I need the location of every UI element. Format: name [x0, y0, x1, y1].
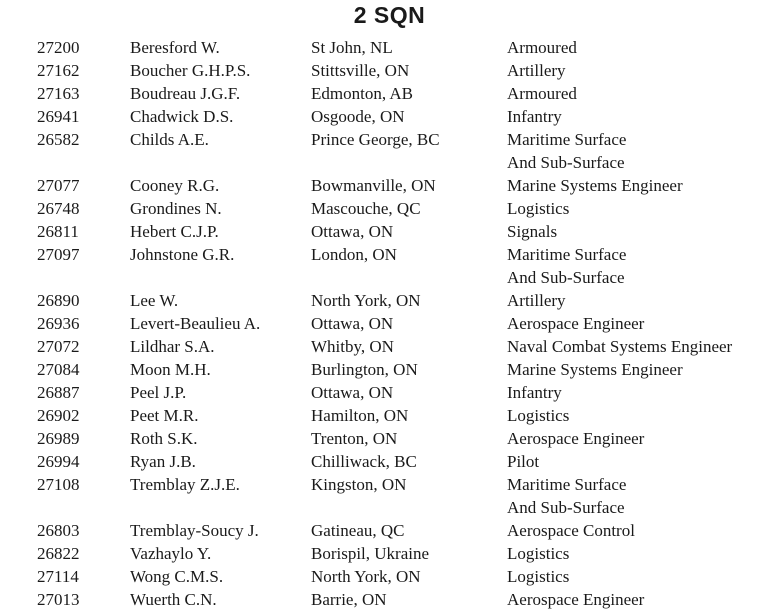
- trade-line: Maritime Surface: [507, 475, 627, 494]
- trade-line: Logistics: [507, 544, 570, 563]
- list-item: [0, 358, 779, 381]
- trade: [507, 358, 683, 381]
- hometown: Ottawa, ON: [311, 383, 394, 402]
- list-item: [0, 542, 779, 565]
- hometown: Chilliwack, BC: [311, 452, 417, 471]
- hometown: Gatineau, QC: [311, 521, 405, 540]
- member-name: Peet M.R.: [130, 406, 199, 425]
- trade-line: Infantry: [507, 383, 562, 402]
- roster-list: [0, 36, 779, 611]
- trade: [507, 197, 569, 220]
- trade: [507, 243, 626, 289]
- trade-line: Marine Systems Engineer: [507, 360, 683, 379]
- member-name: Wong C.M.S.: [130, 567, 224, 586]
- service-number: 27077: [37, 176, 80, 195]
- service-number: 26822: [37, 544, 80, 563]
- list-item: [0, 197, 779, 220]
- hometown: London, ON: [311, 245, 397, 264]
- trade-line: Aerospace Engineer: [507, 590, 645, 609]
- trade: [507, 588, 644, 611]
- trade-line: Maritime Surface: [507, 245, 627, 264]
- list-item: [0, 105, 779, 128]
- hometown: Kingston, ON: [311, 475, 407, 494]
- hometown: St John, NL: [311, 38, 393, 57]
- hometown: Ottawa, ON: [311, 222, 394, 241]
- list-item: [0, 289, 779, 312]
- service-number: 27162: [37, 61, 80, 80]
- hometown: Ottawa, ON: [311, 314, 394, 333]
- trade: [507, 289, 566, 312]
- service-number: 26936: [37, 314, 80, 333]
- trade-line: Artillery: [507, 61, 566, 80]
- trade: [507, 450, 539, 473]
- trade-line: Maritime Surface: [507, 130, 627, 149]
- list-item: [0, 36, 779, 59]
- trade: [507, 335, 732, 358]
- service-number: 26582: [37, 130, 80, 149]
- trade: [507, 220, 557, 243]
- hometown: Mascouche, QC: [311, 199, 421, 218]
- hometown: Borispil, Ukraine: [311, 544, 430, 563]
- member-name: Childs A.E.: [130, 130, 209, 149]
- service-number: 27013: [37, 590, 80, 609]
- member-name: Wuerth C.N.: [130, 590, 217, 609]
- trade-line: Aerospace Engineer: [507, 429, 645, 448]
- service-number: 26748: [37, 199, 80, 218]
- trade: [507, 427, 644, 450]
- member-name: Vazhaylo Y.: [130, 544, 212, 563]
- list-item: [0, 174, 779, 197]
- trade: [507, 381, 562, 404]
- trade: [507, 174, 683, 197]
- hometown: Stittsville, ON: [311, 61, 410, 80]
- hometown: Edmonton, AB: [311, 84, 414, 103]
- trade: [507, 404, 569, 427]
- member-name: Beresford W.: [130, 38, 220, 57]
- trade-line: Logistics: [507, 199, 570, 218]
- trade-line: Armoured: [507, 38, 577, 57]
- hometown: Barrie, ON: [311, 590, 387, 609]
- trade: [507, 473, 626, 519]
- member-name: Ryan J.B.: [130, 452, 196, 471]
- member-name: Hebert C.J.P.: [130, 222, 219, 241]
- trade-line: And Sub-Surface: [507, 498, 625, 517]
- trade-line: Aerospace Engineer: [507, 314, 645, 333]
- hometown: North York, ON: [311, 291, 421, 310]
- list-item: [0, 312, 779, 335]
- page-title: 2 SQN: [353, 2, 426, 28]
- trade-line: Marine Systems Engineer: [507, 176, 683, 195]
- list-item: [0, 335, 779, 358]
- trade-line: And Sub-Surface: [507, 268, 625, 287]
- service-number: 26989: [37, 429, 80, 448]
- service-number: 26890: [37, 291, 80, 310]
- member-name: Cooney R.G.: [130, 176, 220, 195]
- trade-line: Signals: [507, 222, 558, 241]
- service-number: 26994: [37, 452, 80, 471]
- service-number: 27200: [37, 38, 80, 57]
- service-number: 27108: [37, 475, 80, 494]
- hometown: Trenton, ON: [311, 429, 398, 448]
- service-number: 26902: [37, 406, 80, 425]
- trade: [507, 542, 569, 565]
- hometown: Burlington, ON: [311, 360, 418, 379]
- list-item: [0, 565, 779, 588]
- member-name: Levert-Beaulieu A.: [130, 314, 261, 333]
- list-item: [0, 82, 779, 105]
- trade: [507, 105, 562, 128]
- member-name: Boucher G.H.P.S.: [130, 61, 251, 80]
- member-name: Peel J.P.: [130, 383, 187, 402]
- member-name: Moon M.H.: [130, 360, 211, 379]
- member-name: Tremblay-Soucy J.: [130, 521, 259, 540]
- trade: [507, 128, 626, 174]
- member-name: Chadwick D.S.: [130, 107, 234, 126]
- trade: [507, 36, 577, 59]
- member-name: Boudreau J.G.F.: [130, 84, 241, 103]
- service-number: 27163: [37, 84, 80, 103]
- list-item: [0, 243, 779, 289]
- list-item: [0, 404, 779, 427]
- hometown: Hamilton, ON: [311, 406, 409, 425]
- member-name: Lildhar S.A.: [130, 337, 215, 356]
- service-number: 26887: [37, 383, 80, 402]
- list-item: [0, 427, 779, 450]
- member-name: Grondines N.: [130, 199, 222, 218]
- service-number: 27114: [37, 567, 79, 586]
- trade: [507, 59, 566, 82]
- member-name: Johnstone G.R.: [130, 245, 235, 264]
- trade-line: And Sub-Surface: [507, 153, 625, 172]
- list-item: [0, 588, 779, 611]
- list-item: [0, 381, 779, 404]
- service-number: 26941: [37, 107, 80, 126]
- hometown: Prince George, BC: [311, 130, 440, 149]
- trade-line: Logistics: [507, 567, 570, 586]
- hometown: Whitby, ON: [311, 337, 394, 356]
- list-item: [0, 220, 779, 243]
- trade-line: Pilot: [507, 452, 540, 471]
- member-name: Lee W.: [130, 291, 179, 310]
- service-number: 27084: [37, 360, 80, 379]
- trade-line: Aerospace Control: [507, 521, 635, 540]
- trade-line: Artillery: [507, 291, 566, 310]
- service-number: 26803: [37, 521, 80, 540]
- hometown: Bowmanville, ON: [311, 176, 436, 195]
- service-number: 27072: [37, 337, 80, 356]
- service-number: 26811: [37, 222, 79, 241]
- list-item: [0, 473, 779, 519]
- service-number: 27097: [37, 245, 80, 264]
- hometown: Osgoode, ON: [311, 107, 405, 126]
- trade: [507, 519, 635, 542]
- list-item: [0, 59, 779, 82]
- member-name: Roth S.K.: [130, 429, 198, 448]
- member-name: Tremblay Z.J.E.: [130, 475, 240, 494]
- list-item: [0, 128, 779, 174]
- trade: [507, 312, 644, 335]
- trade-line: Naval Combat Systems Engineer: [507, 337, 733, 356]
- trade-line: Logistics: [507, 406, 570, 425]
- trade: [507, 565, 569, 588]
- trade: [507, 82, 577, 105]
- list-item: [0, 519, 779, 542]
- trade-line: Armoured: [507, 84, 577, 103]
- hometown: North York, ON: [311, 567, 421, 586]
- trade-line: Infantry: [507, 107, 562, 126]
- list-item: [0, 450, 779, 473]
